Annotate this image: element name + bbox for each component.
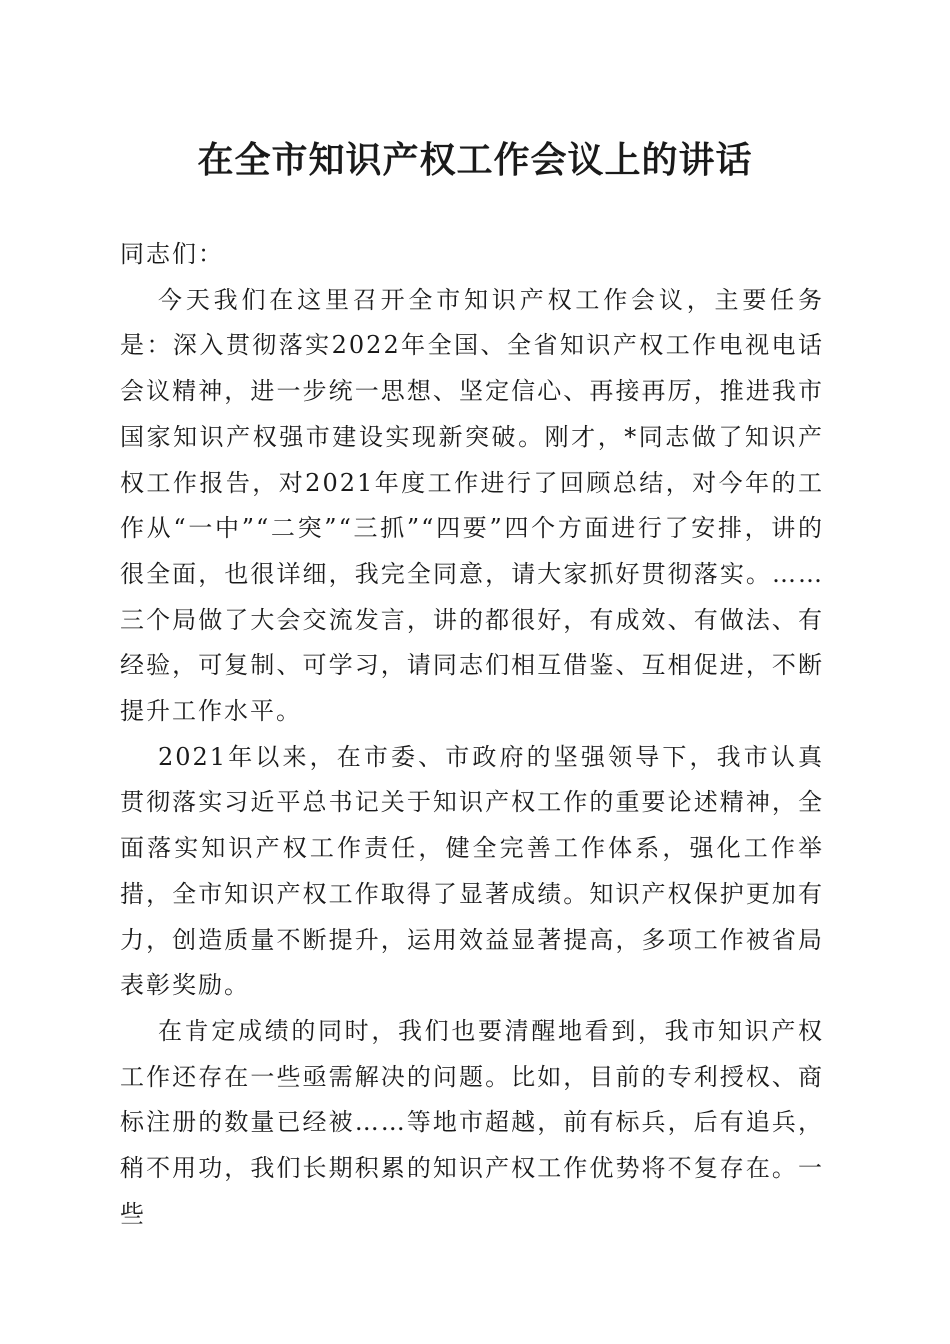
paragraph-3: 在肯定成绩的同时，我们也要清醒地看到，我市知识产权工作还存在一些亟需解决的问题。比如，目前的专利授权、商标注册的数量已经被……等地市超越，前有标兵，后有追兵，稍不用功，我们长期积累的知识产权工作优势将不复存在。一些 [120, 1016, 824, 1228]
salutation: 同志们： [120, 240, 224, 268]
document-title: 在全市知识产权工作会议上的讲话 [197, 139, 753, 181]
paragraph-1: 今天我们在这里召开全市知识产权工作会议，主要任务是：深入贯彻落实2022年全国、全省知识产权工作电视电话会议精神，进一步统一思想、坚定信心、再接再厉，推进我市国家知识产权强市建设实现新突破。刚才，*同志做了知识产权工作报告，对2021年度工作进行了回顾总结，对今年的工作从“一中”“二突”“三抓”“四要”四个方面进行了安排，讲的很全面，也很详细，我完全同意，请大家抓好贯彻落实。……三个局做了大会交流发言，讲的都很好，有成效、有做法、有经验，可复制、可学习，请同志们相互借鉴、互相促进，不断提升工作水平。 [120, 285, 824, 726]
document-body [120, 232, 824, 1237]
paragraph-2: 2021年以来，在市委、市政府的坚强领导下，我市认真贯彻落实习近平总书记关于知识产权工作的重要论述精神，全面落实知识产权工作责任，健全完善工作体系，强化工作举措，全市知识产权工作取得了显著成绩。知识产权保护更加有力，创造质量不断提升，运用效益显著提高，多项工作被省局表彰奖励。 [120, 742, 824, 1000]
